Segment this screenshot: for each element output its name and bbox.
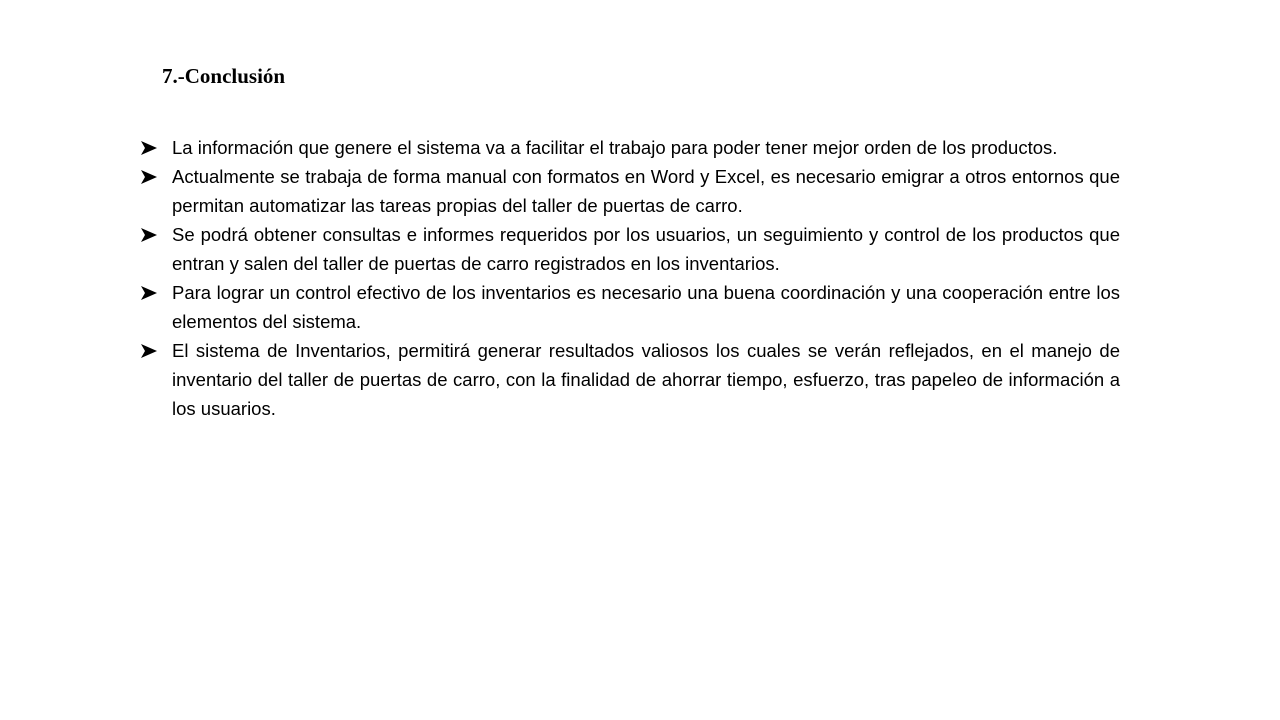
arrowhead-bullet-icon [140,343,158,359]
list-item [140,220,1120,278]
list-item [140,162,1120,220]
list-item-text: Para lograr un control efectivo de los inventarios es necesario una buena coordinación y una cooperación entre los elementos del sistema. [172,282,1120,332]
slide-title: 7.-Conclusión [162,64,286,88]
list-item-text: La información que genere el sistema va a facilitar el trabajo para poder tener mejor orden de los productos. [172,137,1058,158]
arrowhead-bullet-icon [140,285,158,301]
arrowhead-bullet-icon [140,227,158,243]
arrowhead-bullet-icon [140,169,158,185]
list-item-text: Se podrá obtener consultas e informes requeridos por los usuarios, un seguimiento y control de los productos que entran y salen del taller de puertas de carro registrados en los inventarios. [172,224,1120,274]
list-item-text: Actualmente se trabaja de forma manual con formatos en Word y Excel, es necesario emigrar a otros entornos que permitan automatizar las tareas propias del taller de puertas de carro. [172,166,1120,216]
list-item [140,133,1120,162]
conclusion-list [140,133,1120,423]
list-item [140,336,1120,423]
list-item [140,278,1120,336]
list-item-text: El sistema de Inventarios, permitirá generar resultados valiosos los cuales se verán reflejados, en el manejo de inventario del taller de puertas de carro, con la finalidad de ahorrar tiempo, esfuerzo, tras papeleo de información a los usuarios. [172,340,1120,419]
arrowhead-bullet-icon [140,140,158,156]
